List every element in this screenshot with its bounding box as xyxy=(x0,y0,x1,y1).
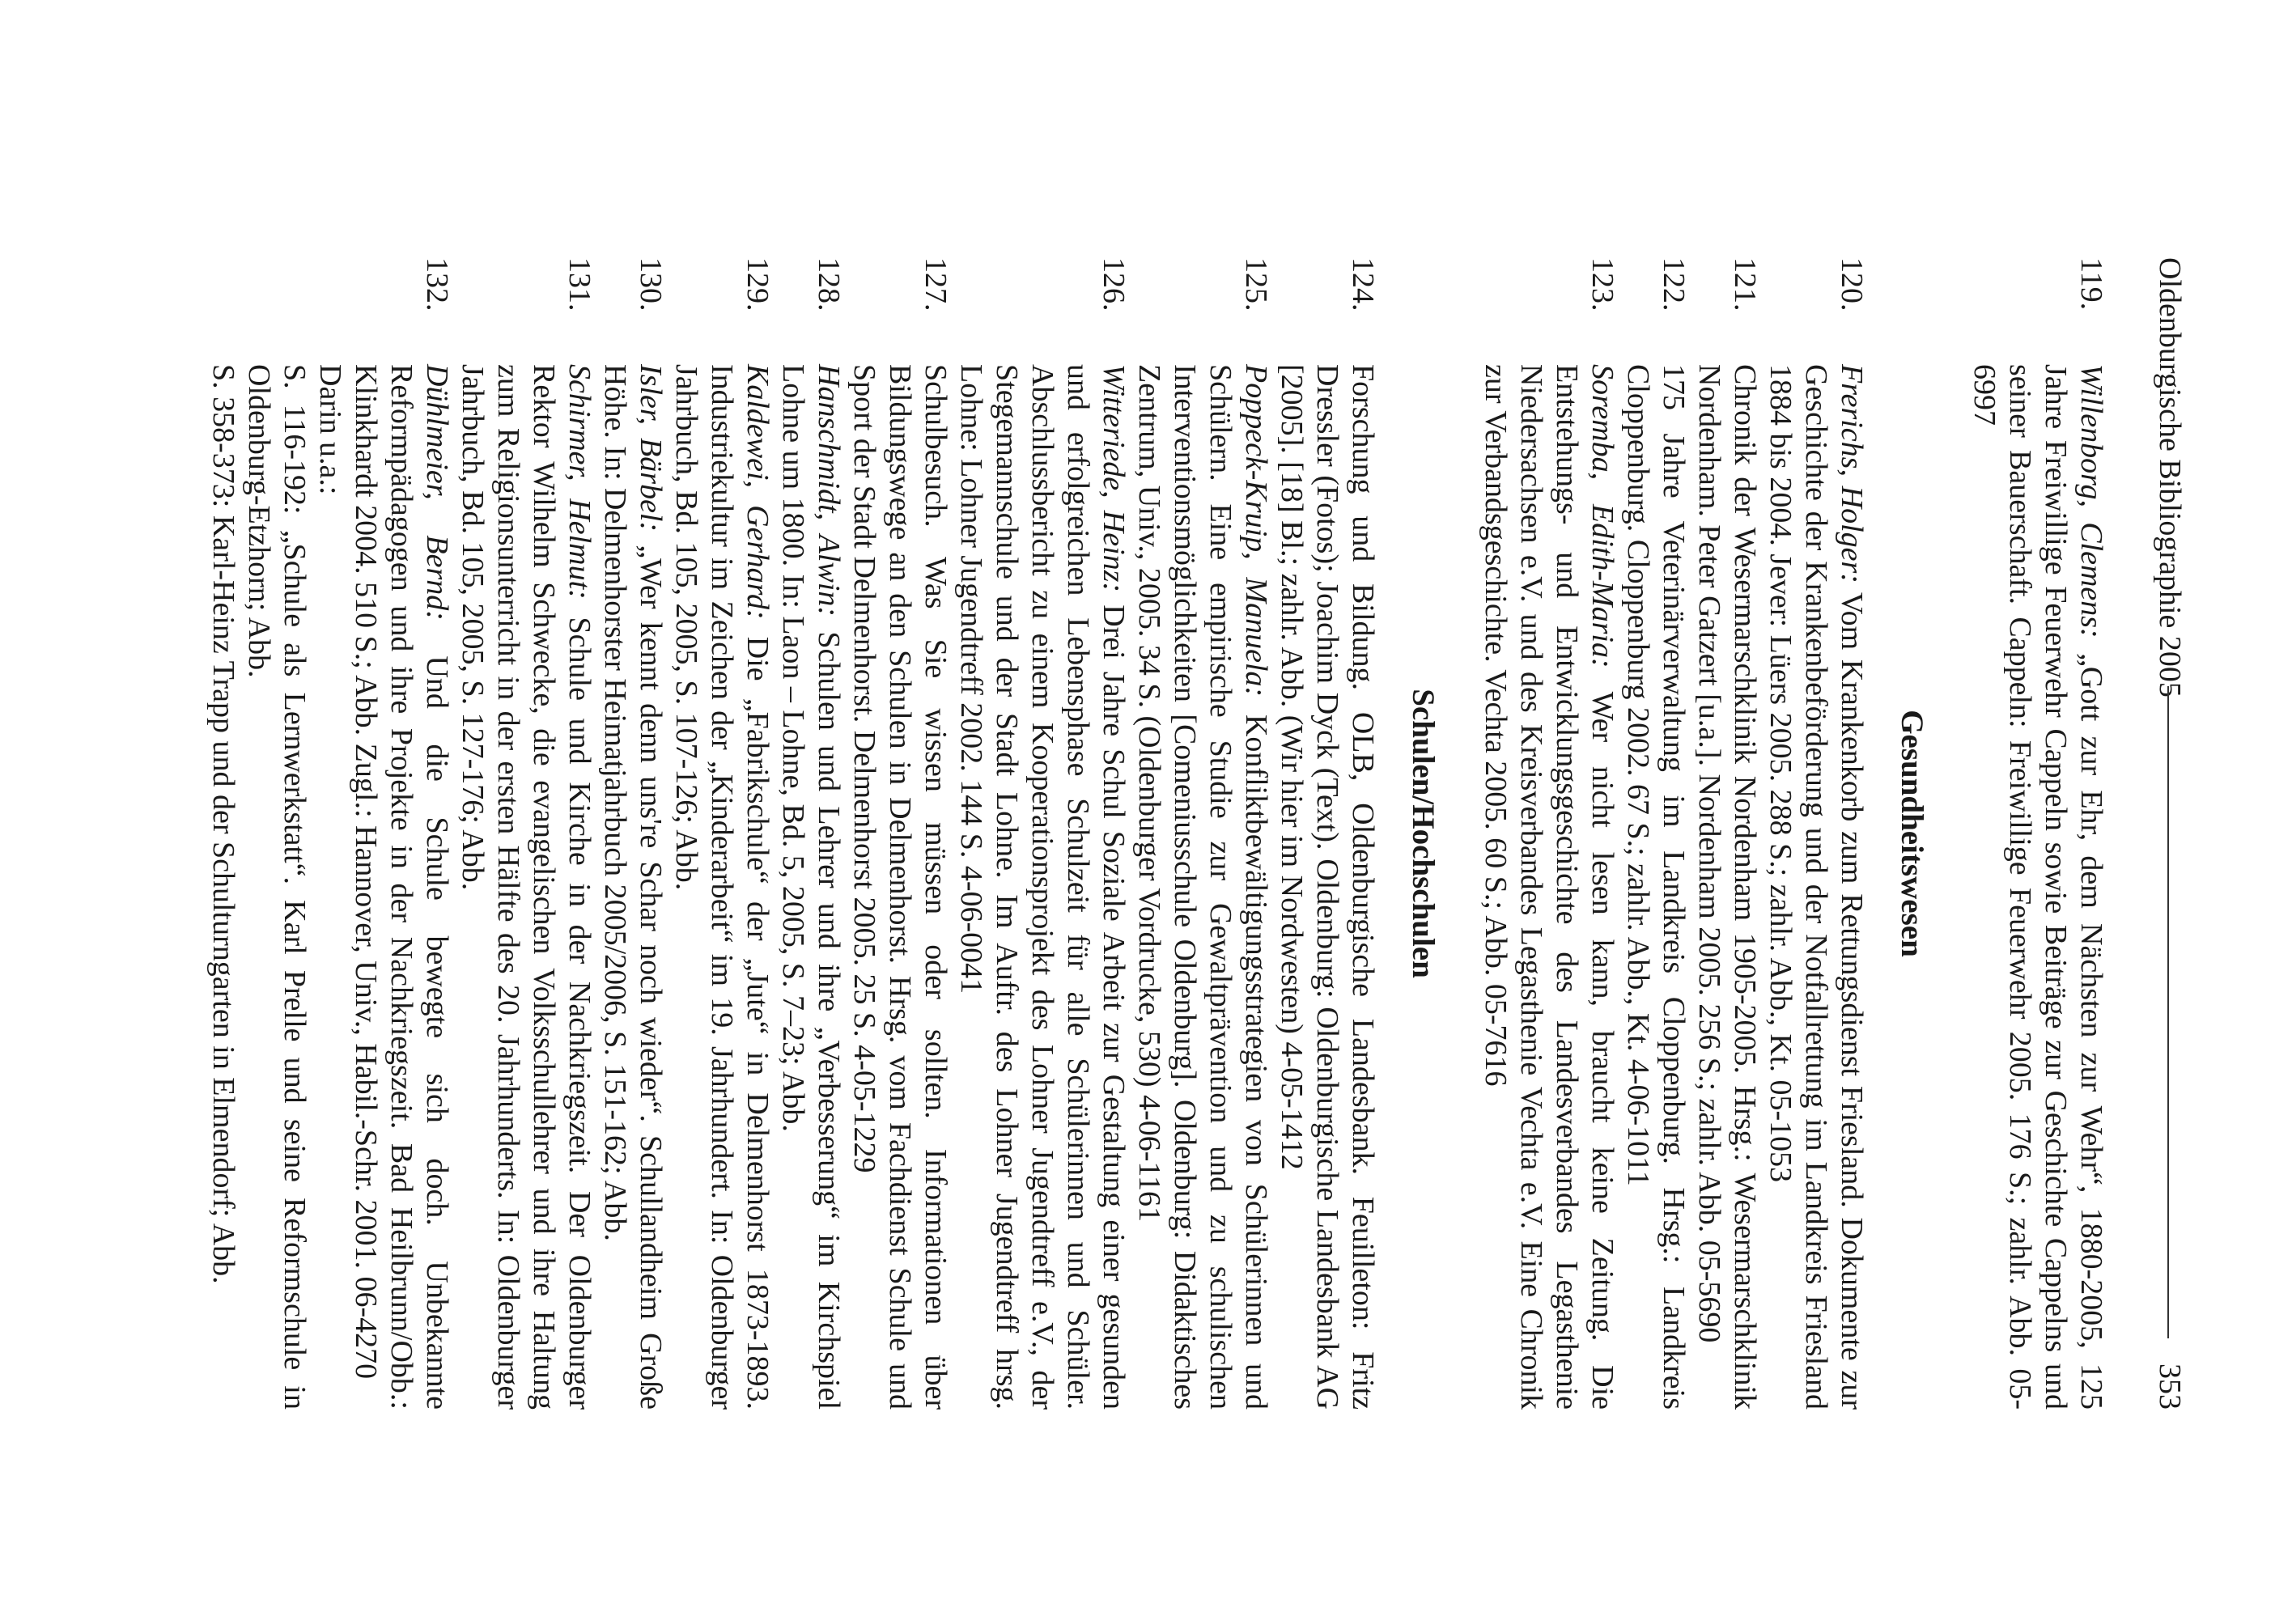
bibliography-entry xyxy=(1131,257,1274,1410)
bibliography-entry xyxy=(1763,257,1870,1410)
bibliography-entry xyxy=(1967,257,2109,1410)
bibliography-entry xyxy=(206,257,455,1410)
bibliography-entry xyxy=(775,257,847,1410)
entry-author: Soremba, Edith-Maria: xyxy=(1585,364,1619,668)
entry-author: Schirmer, Helmut: xyxy=(562,364,596,600)
entry-text: 175 Jahre Veterinärverwaltung im Landkreis Cloppenburg. Hrsg.: Landkreis Cloppenburg. Cloppenburg 2002. 67 S.; zahlr. Abb., Kt. 4-06-1011 xyxy=(1621,364,1691,1410)
entry-author: Hanschmidt, Alwin: xyxy=(812,364,846,617)
entry-number: 125. xyxy=(1239,257,1273,312)
entry-text: „Wer kennt denn uns're Schar noch wieder“. Schullandheim Große Höhe. In: Delmenhorster Heimatjahrbuch 2005/2006, S. 151-162; Abb. xyxy=(598,364,668,1410)
entry-text: Schulen und Lehrer und ihre „Verbesserung“ im Kirchspiel Lohne um 1800. In: Laon – Lohne, Bd. 5, 2005, S. 7–23; Abb. xyxy=(776,364,846,1410)
entry-number: 124. xyxy=(1346,257,1380,312)
entry-number: 132. xyxy=(420,257,454,312)
bibliography-entry xyxy=(1691,257,1763,1410)
entry-text: Schulbesuch. Was Sie wissen müssen oder sollten. Informationen über Bildungswege an den Schulen in Delmenhorst. Hrsg. vom Fachdienst Schule und Sport der Stadt Delmenhorst. Delmenhorst 2005. 25 S. 4-05-1229 xyxy=(847,364,953,1410)
bibliography-entry xyxy=(1620,257,1691,1410)
entry-text: Wer nicht lesen kann, braucht keine Zeitung. Die Entstehungs- und Entwicklungsgeschichte des Landesverbandes Legasthenie Niedersachsen e.V. und des Kreisverbandes Legasthenie Vechta e.V. Eine Chronik zur Verbandsgeschichte. Vechta 2005. 60 S.; Abb. 05-7616 xyxy=(1479,364,1619,1410)
entry-text: Konfliktbewältigungsstrategien von Schülerinnen und Schülern. Eine empirische Studie zur Gewaltprävention und zu schulischen Interventionsmöglichkeiten [Comeniusschule Oldenburg]. Oldenburg: Didaktisches Zentrum, Univ., 2005. 34 S. (Oldenburger Vordrucke, 530) 4-06-1161 xyxy=(1132,364,1273,1410)
entry-author: Poppeck-Kruip, Manuela: xyxy=(1239,364,1273,698)
bibliography-entry xyxy=(668,257,775,1410)
entry-author: Frerichs, Holger: xyxy=(1835,364,1869,583)
entry-author: Willenborg, Clemens: xyxy=(2074,364,2108,638)
entry-darin-label: Darin u.a.: xyxy=(313,364,347,495)
bibliography-entry xyxy=(1478,257,1620,1410)
entry-text: Die „Fabrikschule“ der „Jute“ in Delmenhorst 1873-1893. Industriekultur im Zeichen der „Kinderarbeit“ im 19. Jahrhundert. In: Oldenburger Jahrbuch, Bd. 105, 2005, S. 107-126; Abb. xyxy=(669,364,775,1410)
entry-number: 129. xyxy=(741,257,775,312)
bibliography-entry xyxy=(847,257,953,1410)
bibliography-entry xyxy=(455,257,597,1410)
entry-text: Drei Jahre Schul Soziale Arbeit zur Gestaltung einer gesunden und erfolgreichen Lebensphase Schulzeit für alle Schülerinnen und Schüler. Abschlussbericht zu einem Kooperationsprojekt des Lohner Jugendtreff e.V., der Stegemannschule und der Stadt Lohne. Im Auftr. des Lohner Jugendtreff hrsg. Lohne: Lohner Jugendtreff 2002. 144 S. 4-06-0041 xyxy=(954,364,1131,1410)
entry-number: 121. xyxy=(1728,257,1762,312)
entry-number: 119. xyxy=(2074,257,2108,311)
bibliography-entry xyxy=(597,257,668,1410)
entry-text: Forschung und Bildung. OLB, Oldenburgische Landesbank. Feuilleton: Fritz Dressler (Fotos); Joachim Dyck (Text). Oldenburg: Oldenburgische Landesbank AG [2005]. [18] Bl.; zahlr. Abb. (Wir hier im Nordwesten) 4-05-1412 xyxy=(1275,364,1380,1410)
header-rule xyxy=(2167,686,2169,1338)
entry-number: 126. xyxy=(1097,257,1131,312)
entry-text: Schule und Kirche in der Nachkriegszeit. Der Oldenburger Rektor Wilhelm Schwecke, die evangelischen Volksschullehrer und ihre Haltung zum Religionsunterricht in der ersten Hälfte des 20. Jahrhunderts. In: Oldenburger Jahrbuch, Bd. 105, 2005, S. 127-176; Abb. xyxy=(456,364,596,1410)
entry-author: Dühlmeier, Bernd: xyxy=(420,364,454,621)
entry-number: 123. xyxy=(1585,257,1619,312)
bibliography-entry xyxy=(1274,257,1381,1410)
bibliography-entry xyxy=(953,257,1131,1410)
section-heading-gesundheitswesen: Gesundheitswesen xyxy=(1895,710,1929,957)
entry-number: 120. xyxy=(1835,257,1869,312)
entry-text: Chronik der Wesermarschklinik Nordenham 1905-2005. Hrsg.: Wesermarschklinik Nordenham. Peter Gatzert [u.a.]. Nordenham 2005. 256 S.; zahlr. Abb. 05-5690 xyxy=(1692,364,1762,1410)
running-header xyxy=(2142,257,2199,1410)
entry-text: Vom Krankenkorb zum Rettungsdienst Friesland. Dokumente zur Geschichte der Krankenbeförderung und der Notfallrettung im Landkreis Friesland 1884 bis 2004. Jever: Lüers 2005. 288 S.; zahlr. Abb., Kt. 05-1053 xyxy=(1764,364,1869,1410)
entry-number: 127. xyxy=(919,257,953,312)
entry-number: 130. xyxy=(634,257,668,312)
entry-subitem: S. 358-373: Karl-Heinz Trapp und der Schulturngarten in Elmendorf; Abb. xyxy=(206,364,240,1284)
page-number: 353 xyxy=(2153,1363,2187,1410)
section-heading-schulen: Schulen/Hochschulen xyxy=(1406,689,1441,978)
entry-number: 128. xyxy=(812,257,846,312)
entry-author: Witteriede, Heinz: xyxy=(1097,364,1131,593)
entry-subitem: S. 116-192: „Schule als Lernwerkstatt“. Karl Prelle und seine Reformschule in Oldenburg-Etzhorn; Abb. xyxy=(242,364,312,1410)
bibliography-content xyxy=(206,257,2109,1410)
entry-author: Isler, Bärbel: xyxy=(634,364,668,532)
entry-author: Kaldewei, Gerhard: xyxy=(741,364,775,620)
entry-number: 131. xyxy=(562,257,596,312)
entry-text: Und die Schule bewegte sich doch. Unbekannte Reformpädagogen und ihre Projekte in der Nachkriegszeit. Bad Heilbrunn/Obb.: Klinkhardt 2004. 510 S.; Abb. Zugl.: Hannover, Univ., Habil.-Schr. 2001. 06-4270 xyxy=(349,364,454,1410)
entry-text: „Gott zur Ehr, dem Nächsten zur Wehr“, 1880-2005, 125 Jahre Freiwillige Feuerwehr Cappeln sowie Beiträge zur Geschichte Cappelns und seiner Bauerschaft. Cappeln: Freiwillige Feuerwehr 2005. 176 S.; zahlr. Abb. 05-6997 xyxy=(1967,364,2108,1410)
header-title: Oldenburgische Bibliographie 2005 xyxy=(2153,257,2187,698)
entry-number: 122. xyxy=(1657,257,1691,312)
